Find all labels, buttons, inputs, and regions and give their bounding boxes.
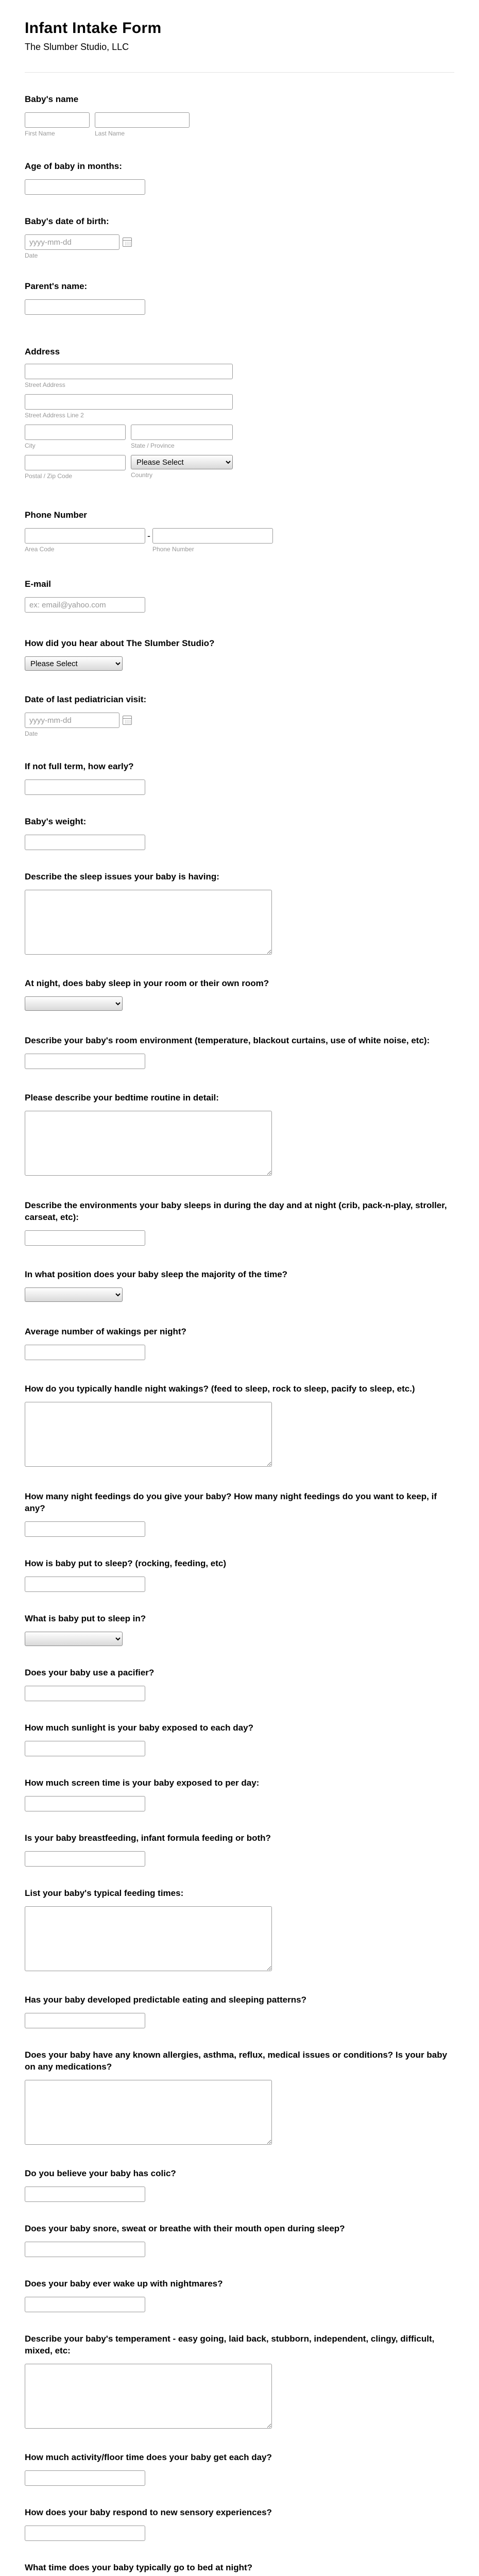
night-feedings-input[interactable]	[25, 1521, 145, 1537]
phone-number-sublabel: Phone Number	[152, 546, 194, 553]
form-header	[25, 0, 454, 73]
nightmares-field	[25, 2278, 454, 2312]
baby-age-input[interactable]	[25, 179, 145, 195]
bedtime-routine-textarea[interactable]	[25, 1111, 272, 1176]
area-code-sublabel: Area Code	[25, 546, 55, 553]
put-to-sleep-where-select[interactable]	[25, 1632, 123, 1646]
calendar-icon[interactable]	[123, 716, 132, 725]
state-input[interactable]	[131, 425, 233, 440]
street-address-2-input[interactable]	[25, 394, 233, 410]
state-sublabel: State / Province	[131, 442, 175, 449]
snore-label: Does your baby snore, sweat or breathe with their mouth open during sleep?	[25, 2224, 345, 2233]
put-to-sleep-where-label: What is baby put to sleep in?	[25, 1614, 146, 1623]
country-sublabel: Country	[131, 471, 153, 479]
street-address-input[interactable]	[25, 364, 233, 379]
address-label: Address	[25, 347, 60, 357]
city-input[interactable]	[25, 425, 126, 440]
screen-time-field	[25, 1777, 454, 1811]
sunlight-label: How much sunlight is your baby exposed to each day?	[25, 1723, 253, 1733]
parent-name-field	[25, 280, 454, 315]
screen-time-input[interactable]	[25, 1796, 145, 1811]
handle-wakings-field	[25, 1383, 454, 1467]
sleep-environments-input[interactable]	[25, 1230, 145, 1246]
postal-code-input[interactable]	[25, 455, 126, 470]
area-code-input[interactable]	[25, 528, 145, 544]
street-address-sublabel: Street Address	[25, 381, 65, 388]
pacifier-field	[25, 1667, 454, 1701]
nightmares-input[interactable]	[25, 2297, 145, 2312]
not-full-term-label: If not full term, how early?	[25, 761, 134, 771]
night-wakings-label: Average number of wakings per night?	[25, 1327, 186, 1336]
baby-dob-input[interactable]	[25, 234, 119, 250]
form-title: Infant Intake Form	[25, 20, 162, 37]
temperament-label: Describe your baby's temperament - easy going, laid back, stubborn, independent, clingy, difficult, mixed, etc:	[25, 2334, 435, 2355]
sleep-position-label: In what position does your baby sleep the majority of the time?	[25, 1269, 288, 1279]
heard-about-select[interactable]	[25, 656, 123, 671]
sleep-issues-label: Describe the sleep issues your baby is having:	[25, 872, 219, 882]
email-label: E-mail	[25, 579, 52, 589]
put-to-sleep-where-field	[25, 1613, 454, 1646]
snore-input[interactable]	[25, 2242, 145, 2257]
feeding-times-textarea[interactable]	[25, 1906, 272, 1971]
baby-weight-input[interactable]	[25, 835, 145, 850]
temperament-field	[25, 2333, 454, 2429]
sunlight-field	[25, 1722, 454, 1756]
feeding-times-field	[25, 1887, 454, 1971]
room-environment-field	[25, 1035, 454, 1069]
sleep-position-field	[25, 1268, 454, 1302]
first-name-sublabel: First Name	[25, 130, 55, 137]
pacifier-label: Does your baby use a pacifier?	[25, 1668, 155, 1677]
colic-field	[25, 2167, 454, 2202]
baby-dob-label: Baby's date of birth:	[25, 216, 109, 226]
first-name-input[interactable]	[25, 112, 90, 128]
last-name-sublabel: Last Name	[95, 130, 125, 137]
handle-wakings-label: How do you typically handle night wakings? (feed to sleep, rock to sleep, pacify to sleep, etc.)	[25, 1384, 415, 1394]
baby-weight-label: Baby's weight:	[25, 817, 87, 826]
predictable-patterns-label: Has your baby developed predictable eating and sleeping patterns?	[25, 1995, 306, 2005]
street-address-2-sublabel: Street Address Line 2	[25, 412, 84, 419]
room-environment-input[interactable]	[25, 1054, 145, 1069]
city-sublabel: City	[25, 442, 36, 449]
pediatrician-visit-field	[25, 693, 454, 738]
night-wakings-field	[25, 1326, 454, 1360]
phone-dash: -	[147, 531, 150, 541]
put-to-sleep-how-field	[25, 1557, 454, 1592]
sensory-input[interactable]	[25, 2526, 145, 2541]
pacifier-input[interactable]	[25, 1686, 145, 1701]
sleep-issues-textarea[interactable]	[25, 890, 272, 955]
sunlight-input[interactable]	[25, 1741, 145, 1756]
pediatrician-visit-label: Date of last pediatrician visit:	[25, 694, 147, 704]
calendar-icon[interactable]	[123, 238, 132, 247]
sensory-field	[25, 2506, 454, 2541]
temperament-textarea[interactable]	[25, 2364, 272, 2429]
form-subtitle: The Slumber Studio, LLC	[25, 42, 129, 52]
allergies-textarea[interactable]	[25, 2080, 272, 2145]
feeding-type-label: Is your baby breastfeeding, infant formula feeding or both?	[25, 1833, 271, 1843]
night-feedings-field	[25, 1490, 454, 1537]
baby-weight-field	[25, 816, 454, 850]
room-environment-label: Describe your baby's room environment (temperature, blackout curtains, use of white noise, etc):	[25, 1036, 430, 1045]
feeding-type-field	[25, 1832, 454, 1867]
feeding-times-label: List your baby's typical feeding times:	[25, 1888, 184, 1898]
parent-name-input[interactable]	[25, 299, 145, 315]
allergies-field	[25, 2049, 454, 2145]
bed-time-field	[25, 2562, 454, 2576]
activity-time-input[interactable]	[25, 2470, 145, 2486]
baby-name-label: Baby's name	[25, 94, 79, 104]
predictable-patterns-field	[25, 1994, 454, 2028]
activity-time-field	[25, 2451, 454, 2486]
allergies-label: Does your baby have any known allergies, asthma, reflux, medical issues or conditions? Is your baby on any medications?	[25, 2050, 448, 2072]
baby-dob-sublabel: Date	[25, 252, 38, 259]
heard-about-field	[25, 637, 454, 671]
snore-field	[25, 2223, 454, 2257]
sleep-room-field	[25, 977, 454, 1011]
night-feedings-label: How many night feedings do you give your baby? How many night feedings do you want to keep, if any?	[25, 1492, 437, 1513]
sleep-room-label: At night, does baby sleep in your room or their own room?	[25, 978, 269, 988]
put-to-sleep-how-input[interactable]	[25, 1577, 145, 1592]
sleep-position-select[interactable]	[25, 1287, 123, 1302]
phone-label: Phone Number	[25, 510, 87, 520]
colic-label: Do you believe your baby has colic?	[25, 2168, 176, 2178]
heard-about-label: How did you hear about The Slumber Studio?	[25, 638, 215, 648]
not-full-term-field	[25, 760, 454, 795]
nightmares-label: Does your baby ever wake up with nightmares?	[25, 2279, 223, 2289]
address-field	[25, 346, 454, 480]
pediatrician-visit-input[interactable]	[25, 713, 119, 728]
colic-input[interactable]	[25, 2187, 145, 2202]
not-full-term-input[interactable]	[25, 779, 145, 795]
sensory-label: How does your baby respond to new sensory experiences?	[25, 2507, 272, 2517]
bed-time-label: What time does your baby typically go to bed at night?	[25, 2563, 253, 2572]
country-select[interactable]	[131, 455, 233, 469]
put-to-sleep-how-label: How is baby put to sleep? (rocking, feeding, etc)	[25, 1558, 227, 1568]
night-wakings-input[interactable]	[25, 1345, 145, 1360]
baby-dob-field	[25, 215, 454, 260]
phone-field	[25, 509, 454, 553]
baby-age-label: Age of baby in months:	[25, 161, 122, 171]
screen-time-label: How much screen time is your baby exposed to per day:	[25, 1778, 260, 1788]
predictable-patterns-input[interactable]	[25, 2013, 145, 2028]
bedtime-routine-label: Please describe your bedtime routine in detail:	[25, 1093, 219, 1103]
postal-code-sublabel: Postal / Zip Code	[25, 472, 73, 480]
baby-name-field	[25, 93, 454, 138]
activity-time-label: How much activity/floor time does your baby get each day?	[25, 2452, 272, 2462]
email-field	[25, 578, 454, 613]
baby-age-field	[25, 160, 454, 195]
handle-wakings-textarea[interactable]	[25, 1402, 272, 1467]
feeding-type-input[interactable]	[25, 1851, 145, 1867]
sleep-environments-field	[25, 1199, 454, 1246]
email-input[interactable]	[25, 597, 145, 613]
sleep-environments-label: Describe the environments your baby sleeps in during the day and at night (crib, pack-n-play, stroller, carseat, etc):	[25, 1200, 447, 1222]
parent-name-label: Parent's name:	[25, 281, 88, 291]
sleep-room-select[interactable]	[25, 996, 123, 1011]
phone-number-input[interactable]	[152, 528, 273, 544]
pediatrician-visit-sublabel: Date	[25, 730, 38, 737]
bedtime-routine-field	[25, 1092, 454, 1176]
last-name-input[interactable]	[95, 112, 190, 128]
sleep-issues-field	[25, 871, 454, 955]
